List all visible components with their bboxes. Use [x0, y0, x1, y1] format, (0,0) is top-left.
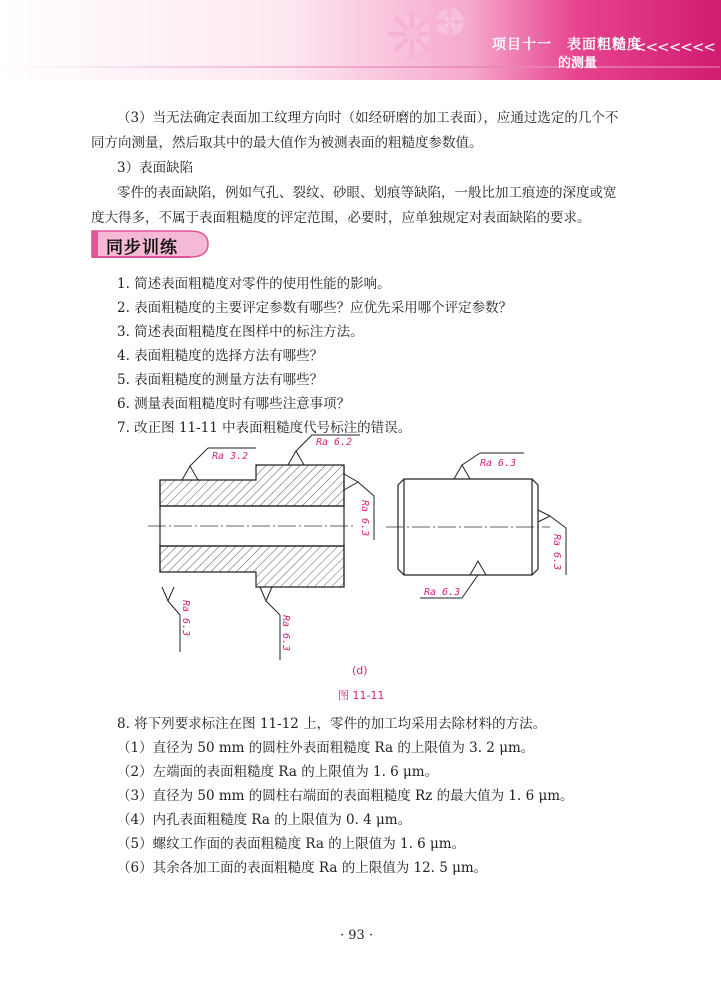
question-6: 6. 测量表面粗糙度时有哪些注意事项？: [117, 396, 351, 412]
label-ra-6-3-shaft-bottom: Ra 6.3: [424, 587, 461, 598]
figure-11-11-drawing: [140, 430, 580, 660]
question-7: 7. 改正图 11-11 中表面粗糙度代号标注的错误。: [117, 420, 412, 436]
label-ra-6-3-shaft-top: Ra 6.3: [480, 458, 517, 469]
header-title: 项目十一 表面粗糙度: [492, 37, 642, 53]
question-3: 3. 简述表面粗糙度在图样中的标注方法。: [117, 324, 364, 340]
subheading-surface-defects: 3）表面缺陷: [117, 160, 194, 176]
label-ra-6-3-right-end: Ra 6.3: [359, 500, 370, 537]
label-ra-3-2: Ra 3.2: [212, 451, 249, 462]
header-rule: [0, 66, 720, 68]
question-8-item-1: （1）直径为 50 mm 的圆柱外表面粗糙度 Ra 的上限值为 3. 2 μm。: [117, 740, 535, 756]
paragraph-4-line1: 零件的表面缺陷，例如气孔、裂纹、砂眼、划痕等缺陷，一般比加工痕迹的深度或宽: [117, 185, 617, 201]
figure-caption: 图 11-11: [338, 689, 385, 702]
header-subtitle: 的测量: [558, 56, 598, 71]
question-8-item-6: （6）其余各加工面的表面粗糙度 Ra 的上限值为 12. 5 μm。: [117, 860, 488, 876]
paragraph-4-line2: 度大得多，不属于表面粗糙度的评定范围，必要时，应单独规定对表面缺陷的要求。: [91, 210, 591, 226]
question-8-item-3: （3）直径为 50 mm 的圆柱右端面的表面粗糙度 Rz 的最大值为 1. 6 μm。: [117, 788, 574, 804]
section-heading: [90, 229, 210, 259]
question-8-item-5: （5）螺纹工作面的表面粗糙度 Ra 的上限值为 1. 6 μm。: [117, 836, 466, 852]
page-header: [0, 0, 721, 80]
question-8-intro: 8. 将下列要求标注在图 11-12 上，零件的加工均采用去除材料的方法。: [117, 716, 547, 732]
question-1: 1. 简述表面粗糙度对零件的使用性能的影响。: [117, 276, 391, 292]
label-ra-6-2: Ra 6.2: [316, 437, 353, 448]
gears-decoration-icon: [372, 0, 482, 68]
label-ra-6-3-bottom-left: Ra 6.3: [180, 600, 191, 637]
paragraph-3-line2: 同方向测量，然后取其中的最大值作为被测表面的粗糙度参数值。: [91, 135, 483, 151]
label-ra-6-3-bottom-middle: Ra 6.3: [280, 615, 291, 652]
figure-sub-caption: (d): [352, 664, 368, 677]
question-8-item-4: （4）内孔表面粗糙度 Ra 的上限值为 0. 4 μm。: [117, 812, 412, 828]
page-number: · 93 ·: [340, 928, 374, 943]
question-2: 2. 表面粗糙度的主要评定参数有哪些？应优先采用哪个评定参数？: [117, 300, 513, 316]
label-ra-6-3-shaft-right: Ra 6.3: [551, 534, 562, 571]
paragraph-3-line1: （3）当无法确定表面加工纹理方向时（如经研磨的加工表面），应通过选定的几个不: [117, 110, 619, 126]
section-title: 同步训练: [106, 238, 178, 258]
question-8-item-2: （2）左端面的表面粗糙度 Ra 的上限值为 1. 6 μm。: [117, 764, 439, 780]
question-4: 4. 表面粗糙度的选择方法有哪些？: [117, 348, 324, 364]
header-chevrons: <<<<<<<: [634, 38, 715, 56]
question-5: 5. 表面粗糙度的测量方法有哪些？: [117, 372, 324, 388]
